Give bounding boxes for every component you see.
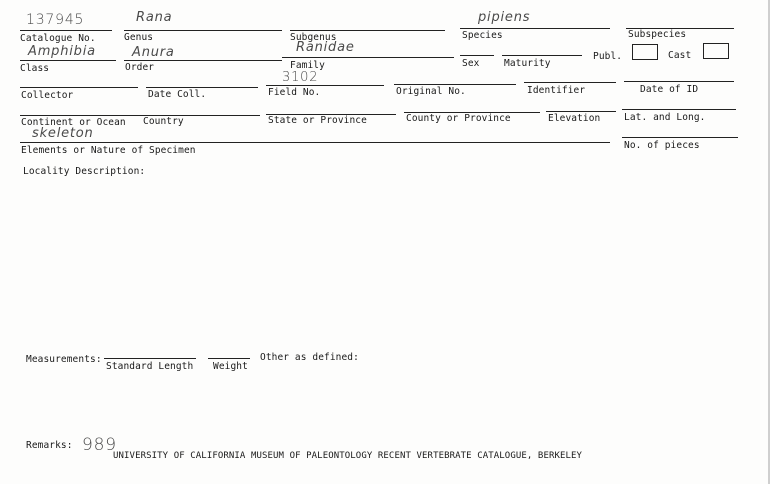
elements-line (20, 142, 610, 143)
weight-label: Weight (213, 361, 248, 372)
cast-label: Cast (668, 50, 692, 61)
class-value: Amphibia (28, 44, 96, 59)
genus-label: Genus (124, 32, 154, 43)
maturity-label: Maturity (504, 58, 551, 69)
subgenus-line (290, 30, 445, 31)
county-label: County or Province (406, 113, 511, 124)
other-label: Other as defined: (260, 352, 359, 363)
date-coll-label: Date Coll. (148, 89, 207, 100)
date-of-id-label: Date of ID (640, 84, 699, 95)
catalogue-no-value: 137945 (26, 12, 85, 28)
weight-line (208, 358, 250, 359)
lat-long-line (622, 109, 736, 110)
date-coll-line (146, 87, 258, 88)
maturity-line (502, 55, 582, 56)
original-no-label: Original No. (396, 86, 466, 97)
country-label: Country (143, 116, 184, 127)
remarks-value: 989 (82, 435, 117, 455)
genus-line (124, 30, 282, 31)
subspecies-label: Subspecies (628, 29, 687, 40)
no-of-pieces-line (622, 137, 738, 138)
measurements-label: Measurements: (26, 354, 102, 365)
order-label: Order (125, 62, 155, 73)
publ-label: Publ. (593, 51, 623, 62)
family-label: Family (290, 60, 325, 71)
collector-label: Collector (21, 90, 74, 101)
class-label: Class (20, 63, 50, 74)
identifier-label: Identifier (527, 85, 586, 96)
lat-long-label: Lat. and Long. (624, 112, 706, 123)
catalogue-no-label: Catalogue No. (20, 33, 96, 44)
field-no-line (266, 85, 384, 86)
continent-label: Continent or Ocean (21, 117, 126, 128)
subgenus-label: Subgenus (290, 32, 337, 43)
genus-value: Rana (136, 10, 173, 25)
collector-line (20, 87, 138, 88)
catalogue-no-line (20, 30, 112, 31)
elements-label: Elements or Nature of Specimen (21, 145, 196, 156)
order-value: Anura (132, 45, 175, 60)
state-label: State or Province (268, 115, 367, 126)
elements-value: skeleton (32, 126, 94, 141)
identifier-line (524, 82, 616, 83)
standard-length-line (104, 358, 196, 359)
original-no-line (394, 84, 516, 85)
cast-checkbox[interactable] (703, 43, 729, 59)
family-value: Ranidae (296, 40, 355, 55)
continent-country-line (20, 115, 260, 116)
field-no-label: Field No. (268, 87, 321, 98)
no-of-pieces-label: No. of pieces (624, 140, 700, 151)
remarks-label: Remarks: (26, 440, 73, 451)
family-line (282, 57, 454, 58)
species-line (460, 28, 610, 29)
species-value: pipiens (478, 10, 531, 25)
publ-checkbox[interactable] (632, 44, 658, 60)
sex-line (460, 55, 494, 56)
species-label: Species (462, 30, 503, 41)
date-of-id-line (624, 81, 734, 82)
standard-length-label: Standard Length (106, 361, 194, 372)
locality-label: Locality Description: (23, 166, 146, 177)
footer-title: UNIVERSITY OF CALIFORNIA MUSEUM OF PALEONTOLOGY RECENT VERTEBRATE CATALOGUE, BERKELEY (113, 451, 583, 461)
order-line (124, 60, 282, 61)
field-no-value: 3102 (282, 70, 319, 85)
sex-label: Sex (462, 58, 480, 69)
elevation-label: Elevation (548, 113, 601, 124)
elevation-line (546, 111, 616, 112)
class-line (20, 60, 116, 61)
